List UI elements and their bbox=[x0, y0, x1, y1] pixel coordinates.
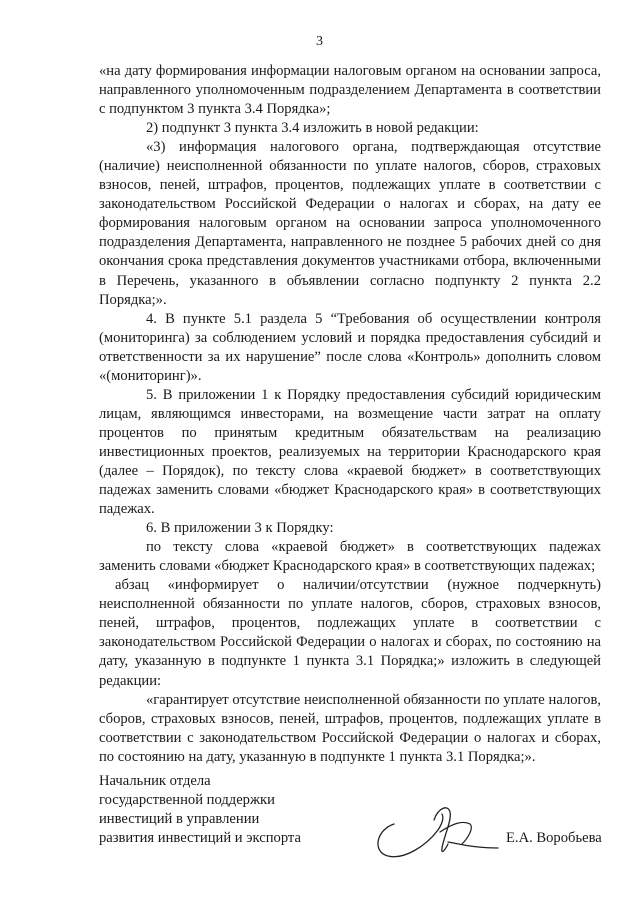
paragraph: «на дату формирования информации налоговым органом на основании запроса, направленного уполномоченным подразделением Департамента в соответствии с подпунктом 3 пункта 3.4 Порядка»; bbox=[99, 63, 601, 118]
paragraph: «3) информация налогового органа, подтверждающая отсутствие (наличие) неисполненной обязанности по уплате налогов, сборов, страховых взносов, пеней, штрафов, процентов, подлежащих уплате в соответствии с законодательством Российской Федерации о налогах и сборах, на дату ее формирования налоговым органом на основании запроса уполномоченного подразделения Департамента, направленного не позднее 5 рабочих дней со дня окончания срока представления документов участниками отбора, включенными в Перечень, указанного в объявлении согласно подпункту 2 пункта 2.2 Порядка;». bbox=[99, 139, 601, 308]
paragraph: 6. В приложении 3 к Порядку: bbox=[146, 520, 334, 537]
paragraph: абзац «информирует о наличии/отсутствии (нужное подчеркнуть) неисполненной обязанности по уплате налогов, сборов, страховых взносов, пеней, штрафов, процентов, подлежащих уплате в соответствии с законодательством Российской Федерации о налогах и сборах, по состоянию на дату, указанную в подпункте 1 пункта 3.1 Порядка;» изложить в следующей редакции: bbox=[99, 577, 601, 689]
document-body bbox=[99, 62, 601, 767]
paragraph: по тексту слова «краевой бюджет» в соответствующих падежах заменить словами «бюджет Краснодарского края» в соответствующих падежах; bbox=[99, 539, 601, 575]
signer-title-line: государственной поддержки bbox=[99, 792, 275, 808]
signer-title-line: Начальник отдела bbox=[99, 773, 211, 789]
paragraph: 4. В пункте 5.1 раздела 5 “Требования об осуществлении контроля (мониторинга) за соблюдением условий и порядка предоставления субсидий и ответственности за их нарушение” после слова «Контроль» дополнить словом «(мониторинг)». bbox=[99, 310, 601, 384]
signer-title bbox=[99, 772, 349, 848]
paragraph: 5. В приложении 1 к Порядку предоставления субсидий юридическим лицам, являющимся инвесторами, на возмещение части затрат на оплату процентов по принятым кредитным обязательствам на реализацию инвестиционных проектов, реализуемых на территории Краснодарского края (далее – Порядок), по тексту слова «краевой бюджет» в соответствующих падежах заменить словами «бюджет Краснодарского края» в соответствующих падежах. bbox=[99, 386, 601, 518]
paragraph: «гарантирует отсутствие неисполненной обязанности по уплате налогов, сборов, страховых взносов, пеней, штрафов, процентов, подлежащих уплате в соответствии с законодательством Российской Федерации о налогах и сборах, по состоянию на дату, указанную в подпункте 1 пункта 3.1 Порядка;». bbox=[99, 691, 601, 765]
signature-block bbox=[99, 772, 601, 872]
signer-title-line: инвестиций в управлении bbox=[99, 811, 260, 827]
paragraph: 2) подпункт 3 пункта 3.4 изложить в новой редакции: bbox=[146, 120, 479, 137]
signer-title-line: развития инвестиций и экспорта bbox=[99, 830, 301, 846]
signer-name: Е.А. Воробьева bbox=[506, 830, 602, 846]
page-number: 3 bbox=[316, 34, 323, 49]
handwritten-signature bbox=[364, 794, 504, 864]
